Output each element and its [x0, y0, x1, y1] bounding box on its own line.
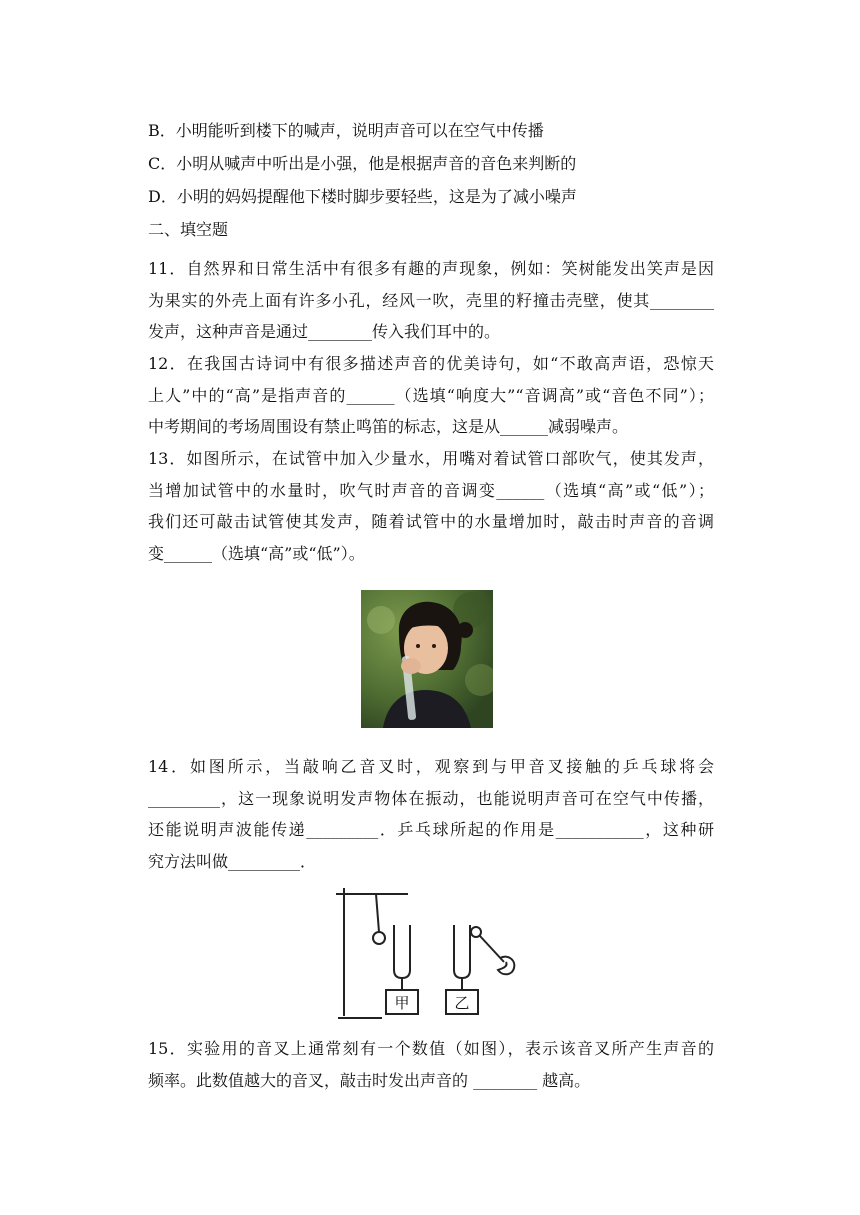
question-14-line: 14．如图所示，当敲响乙音叉时，观察到与甲音叉接触的乒乓球将会 — [148, 757, 714, 776]
mallet-head — [471, 927, 481, 937]
question-12-line: 12．在我国古诗词中有很多描述声音的优美诗句，如“不敢高声语，恐惊天 — [148, 354, 714, 373]
question-11-line: 为果实的外壳上面有许多小孔，经风一吹，壳里的籽撞击壳壁，使其________ — [148, 290, 714, 310]
question-12-line: 上人”中的“高”是指声音的______（选填“响度大”“音调高”或“音色不同”）； — [148, 385, 714, 405]
girl-blowing-test-tube-photo — [361, 590, 493, 728]
question-12-line: 中考期间的考场周围设有禁止鸣笛的标志，这是从______减弱噪声。 — [148, 417, 629, 436]
question-14-line: 究方法叫做_________． — [148, 851, 317, 871]
fork-jia-label: 甲 — [394, 994, 410, 1012]
question-14-line: 还能说明声波能传递_________．乒乓球所起的作用是___________，这种研 — [148, 820, 714, 839]
question-14-line: _________，这一现象说明发声物体在振动，也能说明声音可在空气中传播， — [148, 788, 714, 808]
question-14 — [148, 756, 714, 882]
question-15-line: 15．实验用的音叉上通常刻有一个数值（如图），表示该音叉所产生声音的 — [148, 1039, 714, 1058]
question-13 — [148, 448, 714, 574]
ball-string — [376, 894, 379, 932]
question-12 — [148, 353, 714, 448]
section-title: 二、填空题 — [148, 220, 229, 239]
fork-jia-prongs — [394, 925, 410, 978]
question-11 — [148, 258, 714, 353]
question-13-line: 当增加试管中的水量时，吹气时声音的音调变______（选填“高”或“低”）； — [148, 480, 714, 500]
question-13-line: 我们还可敲击试管使其发声，随着试管中的水量增加时，敲击时声音的音调 — [148, 512, 714, 531]
fork-yi-prongs — [454, 925, 470, 978]
fork-yi-label: 乙 — [454, 994, 470, 1012]
option-d: D．小明的妈妈提醒他下楼时脚步要轻些，这是为了减小噪声 — [148, 187, 577, 206]
question-13-line: 变______（选填“高”或“低”）。 — [148, 543, 365, 563]
ping-pong-ball — [373, 932, 385, 944]
question-11-line: 发声，这种声音是通过________传入我们耳中的。 — [148, 322, 501, 341]
question-13-line: 13．如图所示，在试管中加入少量水，用嘴对着试管口部吹气，使其发声， — [148, 449, 714, 468]
option-b: B．小明能听到楼下的喊声，说明声音可以在空气中传播 — [148, 121, 544, 140]
question-11-line: 11．自然界和日常生活中有很多有趣的声现象，例如：笑树能发出笑声是因 — [148, 259, 714, 278]
tuning-fork-diagram — [336, 880, 526, 1025]
question-15 — [148, 1038, 714, 1101]
tuning-fork-illustration — [336, 880, 526, 1025]
photo-illustration — [361, 590, 493, 728]
option-c: C．小明从喊声中听出是小强，他是根据声音的音色来判断的 — [148, 154, 577, 173]
question-15-line: 频率。此数值越大的音叉，敲击时发出声音的 ________ 越高。 — [148, 1070, 591, 1090]
